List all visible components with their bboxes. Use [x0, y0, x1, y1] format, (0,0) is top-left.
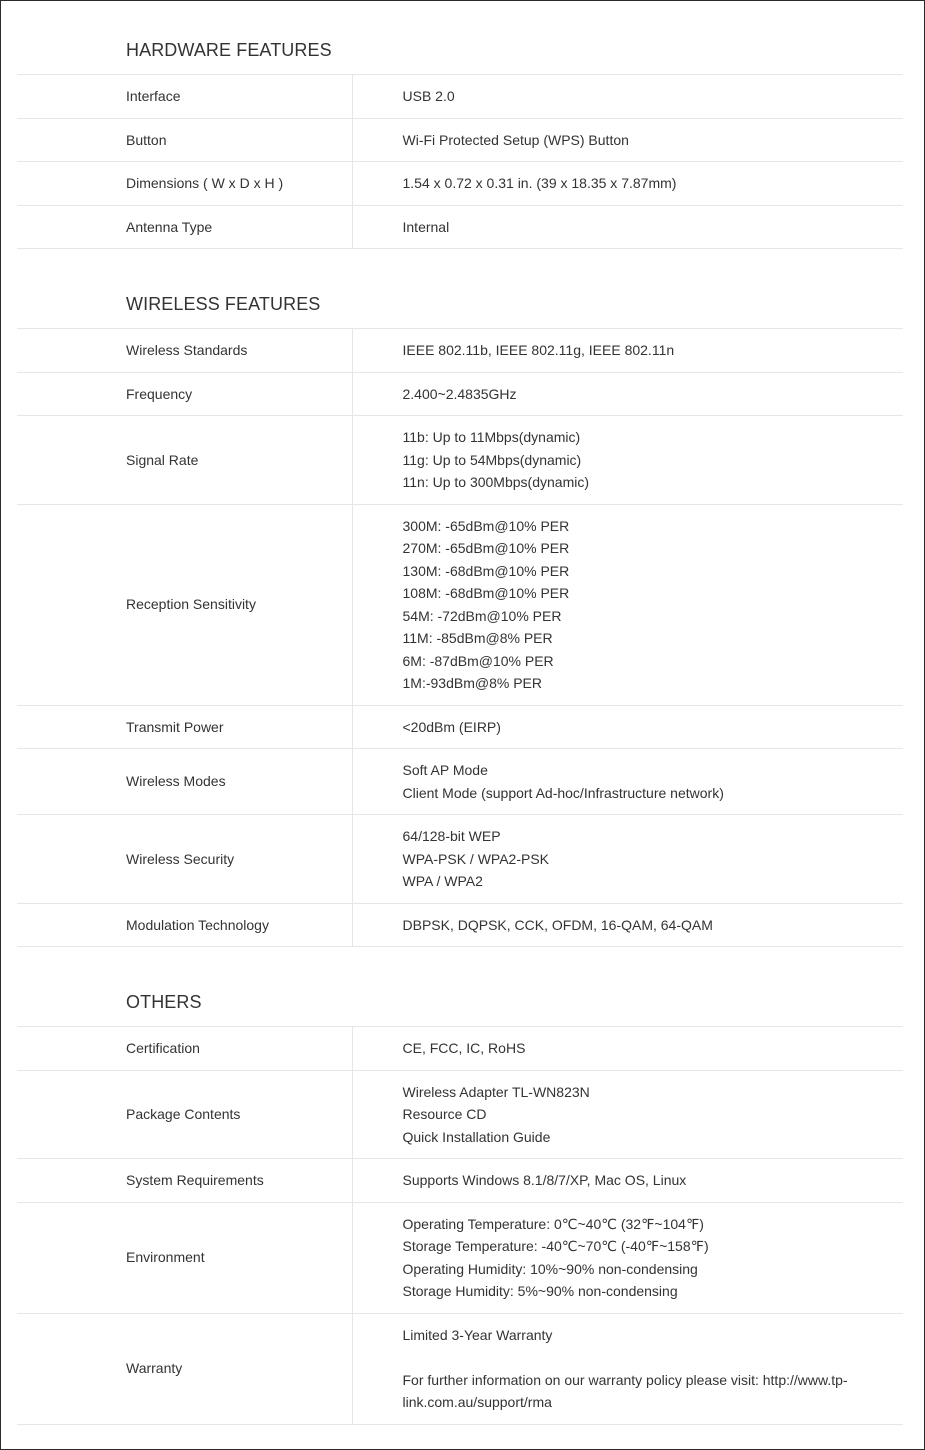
spec-value-line: For further information on our warranty policy please visit: http://www.tp-link.com.au/support/rma: [402, 1371, 848, 1410]
section-title: WIRELESS FEATURES: [17, 249, 903, 329]
spec-value-line: 300M: -65dBm@10% PER: [402, 517, 570, 534]
spec-label: Environment: [17, 1202, 352, 1313]
spec-label: Warranty: [17, 1313, 352, 1424]
spec-row: [17, 205, 903, 249]
spec-table: [17, 1027, 903, 1425]
spec-row: [17, 815, 903, 904]
spec-value-line: <20dBm (EIRP): [402, 718, 501, 735]
spec-value: [352, 903, 903, 947]
spec-value-line: USB 2.0: [402, 88, 455, 104]
spec-row: [17, 75, 903, 118]
spec-label: Wireless Security: [17, 815, 352, 904]
spec-value-line: 130M: -68dBm@10% PER: [402, 562, 570, 579]
spec-value-line: 1.54 x 0.72 x 0.31 in. (39 x 18.35 x 7.87mm): [402, 175, 677, 191]
spec-value: [352, 416, 903, 505]
spec-label: Antenna Type: [17, 205, 352, 249]
spec-value: [352, 75, 903, 118]
spec-row: [17, 372, 903, 416]
spec-row: [17, 1202, 903, 1313]
spec-value: [352, 162, 903, 206]
spec-value: [352, 372, 903, 416]
spec-label: Certification: [17, 1027, 352, 1070]
spec-row: [17, 1070, 903, 1159]
spec-value-line: Internal: [402, 218, 450, 235]
spec-label: Button: [17, 118, 352, 162]
spec-table: [17, 329, 903, 947]
spec-value: [352, 205, 903, 249]
spec-value-line: 11g: Up to 54Mbps(dynamic): [402, 451, 582, 468]
spec-table: [17, 75, 903, 249]
spec-row: [17, 118, 903, 162]
spec-value-line: 108M: -68dBm@10% PER: [402, 585, 570, 601]
specifications-content: [17, 1, 903, 1425]
section-title: HARDWARE FEATURES: [17, 1, 903, 75]
spec-row: [17, 162, 903, 206]
spec-label: Signal Rate: [17, 416, 352, 505]
spec-value-line: WPA / WPA2: [402, 873, 483, 889]
spec-value: [352, 1202, 903, 1313]
spec-value-line: 1M:-93dBm@8% PER: [402, 675, 542, 691]
spec-row: [17, 1159, 903, 1203]
spec-label: Wireless Standards: [17, 329, 352, 372]
spec-row: [17, 749, 903, 815]
spec-value-line: 11b: Up to 11Mbps(dynamic): [402, 429, 581, 445]
spec-row: [17, 329, 903, 372]
spec-label: Modulation Technology: [17, 903, 352, 947]
spec-value-line: Operating Temperature: 0℃~40℃ (32℉~104℉): [402, 1215, 704, 1232]
spec-value: [352, 504, 903, 705]
spec-value: [352, 815, 903, 904]
spec-row: [17, 903, 903, 947]
spec-label: Frequency: [17, 372, 352, 416]
spec-value-line: IEEE 802.11b, IEEE 802.11g, IEEE 802.11n: [402, 342, 675, 358]
spec-value-line: [403, 1346, 874, 1369]
spec-value: [352, 118, 903, 162]
spec-value-line: Limited 3-Year Warranty: [402, 1326, 553, 1343]
spec-row: [17, 416, 903, 505]
spec-value-line: Soft AP Mode: [402, 762, 488, 778]
spec-value-line: Wi-Fi Protected Setup (WPS) Button: [402, 131, 629, 148]
spec-value-line: 6M: -87dBm@10% PER: [402, 652, 554, 669]
spec-row: [17, 705, 903, 749]
spec-value-line: WPA-PSK / WPA2-PSK: [402, 850, 550, 867]
spec-label: Wireless Modes: [17, 749, 352, 815]
section-title: OTHERS: [17, 947, 903, 1027]
spec-label: Reception Sensitivity: [17, 504, 352, 705]
spec-label: Package Contents: [17, 1070, 352, 1159]
spec-label: Dimensions ( W x D x H ): [17, 162, 352, 206]
spec-value-line: Client Mode (support Ad-hoc/Infrastructure network): [402, 784, 724, 801]
spec-label: System Requirements: [17, 1159, 352, 1203]
spec-value-line: 2.400~2.4835GHz: [402, 385, 517, 402]
spec-value-line: 11n: Up to 300Mbps(dynamic): [402, 474, 589, 490]
spec-value: [352, 329, 903, 372]
spec-value-line: Storage Temperature: -40℃~70℃ (-40℉~158℉): [402, 1238, 709, 1254]
spec-value-line: CE, FCC, IC, RoHS: [402, 1040, 526, 1056]
spec-value-line: Operating Humidity: 10%~90% non-condensing: [402, 1260, 698, 1277]
spec-label: Interface: [17, 75, 352, 118]
spec-value-line: Resource CD: [402, 1106, 487, 1122]
spec-value-line: Storage Humidity: 5%~90% non-condensing: [402, 1283, 678, 1299]
spec-value-line: 64/128-bit WEP: [402, 828, 501, 844]
spec-value: [352, 705, 903, 749]
spec-row: [17, 1027, 903, 1070]
spec-value-line: 270M: -65dBm@10% PER: [402, 540, 570, 556]
spec-value-line: DBPSK, DQPSK, CCK, OFDM, 16-QAM, 64-QAM: [402, 916, 713, 933]
spec-value-line: Quick Installation Guide: [402, 1128, 551, 1145]
spec-value-line: 54M: -72dBm@10% PER: [402, 607, 562, 624]
spec-row: [17, 504, 903, 705]
spec-value-line: Wireless Adapter TL-WN823N: [402, 1083, 590, 1100]
spec-label: Transmit Power: [17, 705, 352, 749]
spec-value: [352, 1070, 903, 1159]
spec-value: [352, 1313, 903, 1424]
spec-value: [352, 1159, 903, 1203]
spec-row: [17, 1313, 903, 1424]
spec-value-line: 11M: -85dBm@8% PER: [402, 630, 553, 646]
spec-value: [352, 1027, 903, 1070]
spec-value: [352, 749, 903, 815]
spec-value-line: Supports Windows 8.1/8/7/XP, Mac OS, Linux: [402, 1172, 687, 1188]
